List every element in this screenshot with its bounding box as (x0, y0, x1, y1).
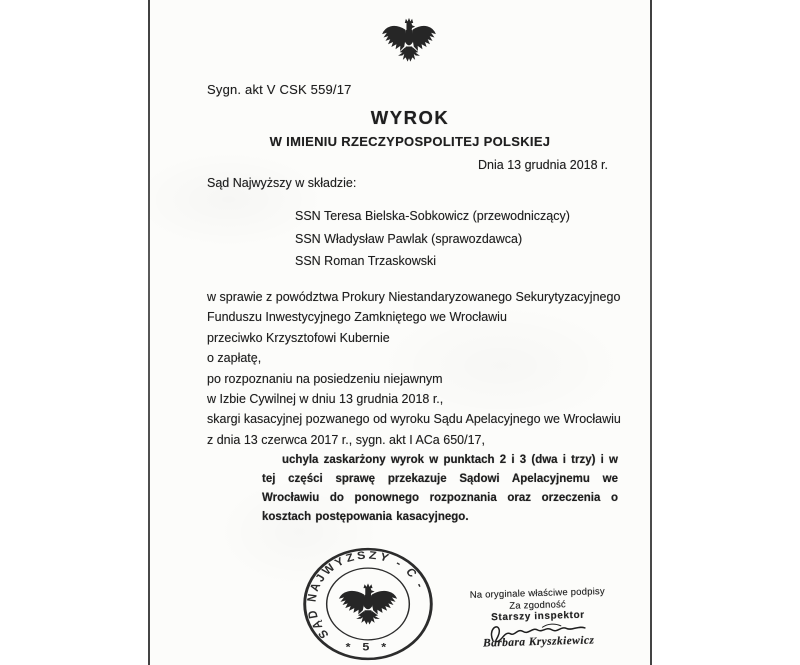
case-description-line: przeciwko Krzysztofowi Kubernie (207, 330, 390, 345)
certification-block (450, 586, 626, 651)
case-number: Sygn. akt V CSK 559/17 (207, 82, 352, 97)
case-description-line: po rozpoznaniu na posiedzeniu niejawnym (207, 371, 443, 386)
case-description (207, 287, 621, 450)
judges-list (295, 205, 570, 273)
certifier-name: Barbara Kryszkiewicz (482, 634, 595, 650)
coat-of-arms-eagle-icon (381, 9, 437, 75)
certification-line: Za zgodność (509, 598, 567, 612)
case-description-line: o zapłatę, (207, 351, 262, 366)
ruling-paragraph: uchyla zaskarżony wyrok w punktach 2 i 3 (dwa i trzy) i w tej części sprawę przekazuje Sądowi Apelacyjnemu we Wrocławiu do ponownego rozpoznania oraz orzeczenia o kosztach postępowania kasacyjnego. (262, 454, 618, 523)
judge-line: SSN Roman Trzaskowski (295, 254, 437, 269)
judgment-date: Dnia 13 grudnia 2018 r. (478, 158, 608, 172)
stamp-ring-text: SĄD NAJWYŻSZY - C - (304, 549, 428, 641)
court-stamp (300, 545, 436, 663)
case-description-line: w sprawie z powództwa Prokury Niestandaryzowanego Sekurytyzacyjnego (207, 290, 621, 304)
judge-line: SSN Teresa Bielska-Sobkowicz (przewodniczący) (295, 209, 570, 223)
document-subtitle: W IMIENIU RZECZYPOSPOLITEJ POLSKIEJ (269, 134, 551, 149)
case-description-line: skargi kasacyjnej pozwanego od wyroku Sądu Apelacyjnego we Wrocławiu (207, 412, 621, 427)
document-heading (208, 107, 612, 149)
page-right-edge (650, 0, 652, 665)
page-left-edge (148, 0, 150, 665)
judge-line: SSN Władysław Pawlak (sprawozdawca) (295, 231, 523, 246)
document-page (148, 0, 652, 665)
stamp-number: * 5 * (345, 641, 391, 654)
panel-intro: Sąd Najwyższy w składzie: (207, 176, 357, 190)
case-description-line: z dnia 13 czerwca 2017 r., sygn. akt I ACa 650/17, (207, 432, 485, 447)
case-description-line: Funduszu Inwestycyjnego Zamkniętego we Wrocławiu (207, 310, 507, 325)
certifier-title: Starszy inspektor (491, 609, 585, 624)
document-title: WYROK (370, 107, 450, 128)
certification-line: Na oryginale właściwe podpisy (469, 586, 606, 601)
stamp-eagle-icon (339, 583, 397, 624)
case-description-line: w Izbie Cywilnej w dniu 13 grudnia 2018 r., (207, 392, 444, 407)
